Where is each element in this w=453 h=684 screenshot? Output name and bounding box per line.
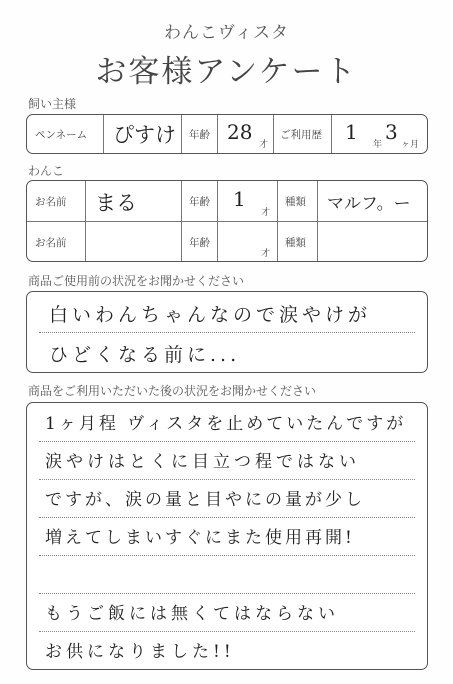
dog1-age-label: 年齢 xyxy=(189,196,210,208)
after-use-label: 商品をご利用いただいた後の状況をお聞かせください xyxy=(28,384,317,398)
usage-history-label: ご利用歴 xyxy=(280,129,322,141)
brand-name: わんこヴィスタ xyxy=(164,23,289,43)
dog-section-label: わんこ xyxy=(28,164,65,178)
dog1-breed-value: マルフ。ー xyxy=(327,194,411,214)
owner-info-box xyxy=(26,114,428,154)
penname-label: ペンネーム xyxy=(35,129,88,141)
before-use-box xyxy=(26,291,428,373)
after-line-6: もうご飯には無くてはならない xyxy=(45,604,339,624)
survey-title: お客様アンケート xyxy=(95,54,358,90)
after-line-4: 増えてしまいすぐにまた使用再開! xyxy=(45,528,355,548)
dog1-age-unit: 才 xyxy=(261,208,271,218)
dog1-breed-label: 種類 xyxy=(285,196,306,208)
penname-value: ぴすけ xyxy=(113,123,176,147)
before-line-2: ひどくなる前に... xyxy=(49,344,241,366)
owner-section-label: 飼い主様 xyxy=(28,97,77,111)
before-line-1: 白いわんちゃんなので涙やけが xyxy=(49,304,372,326)
owner-age-label: 年齢 xyxy=(189,129,210,141)
usage-month-unit: ヶ月 xyxy=(401,140,420,150)
before-use-label: 商品ご使用前の状況をお聞かせください xyxy=(28,274,245,288)
dog1-age-value: 1 xyxy=(233,187,246,211)
dog2-breed-label: 種類 xyxy=(285,237,306,249)
after-line-3: ですが、涙の量と目やにの量が少し xyxy=(45,490,365,510)
after-line-1: 1ヶ月程 ヴィスタを止めていたんですが xyxy=(45,414,407,434)
after-line-2: 涙やけはとくに目立つ程ではない xyxy=(45,452,360,472)
owner-age-value: 28 xyxy=(227,120,253,144)
dog2-age-label: 年齢 xyxy=(189,237,210,249)
after-line-7: お供になりました!! xyxy=(45,642,235,662)
usage-months-value: 3 xyxy=(385,120,398,144)
dog2-age-unit: 才 xyxy=(261,249,271,259)
owner-age-unit: 才 xyxy=(259,140,269,150)
dog1-name-value: まる xyxy=(95,191,137,215)
usage-year-unit: 年 xyxy=(373,140,383,150)
dog2-name-label: お名前 xyxy=(35,237,67,249)
dog1-name-label: お名前 xyxy=(35,196,67,208)
dog-info-box xyxy=(26,180,428,262)
usage-years-value: 1 xyxy=(345,120,358,144)
after-use-box xyxy=(26,402,428,670)
